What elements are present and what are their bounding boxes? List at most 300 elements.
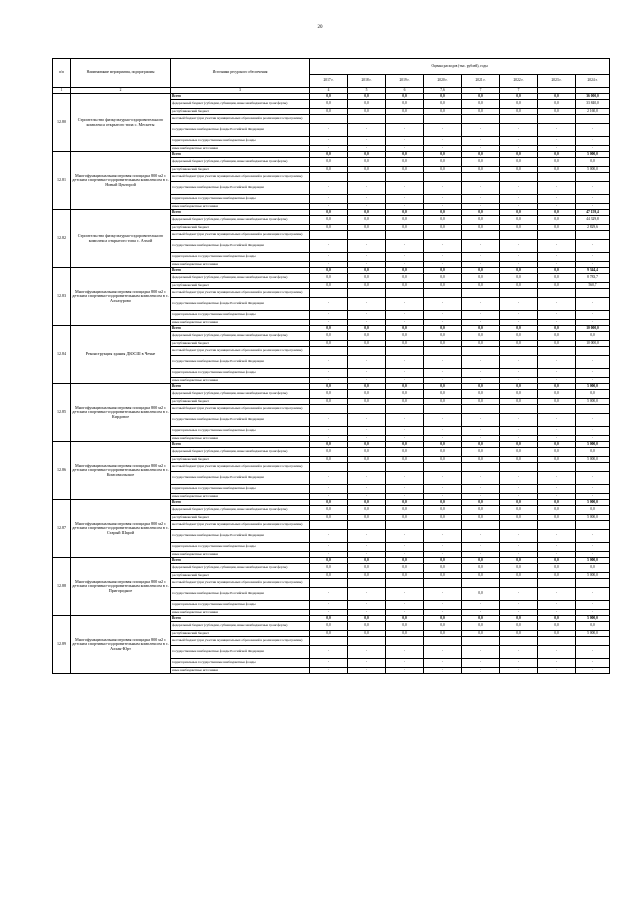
header-estimate: Оценка расходов (тыс. рублей), годы: [310, 59, 610, 75]
funding-source: территориальные государственные внебюджетные фонды: [171, 253, 310, 262]
amount-cell: 0,0: [310, 332, 348, 341]
amount-cell: -: [310, 414, 348, 427]
amount-cell: [424, 405, 462, 414]
amount-cell: 0,0: [310, 448, 348, 457]
amount-cell: -: [386, 668, 424, 674]
amount-cell: -: [500, 195, 538, 204]
header-name: Наименование мероприятия, подпрограммы: [71, 59, 171, 88]
amount-cell: [386, 463, 424, 472]
amount-cell: 0,0: [310, 274, 348, 283]
amount-cell: 0,0: [424, 564, 462, 573]
amount-cell: 0,0: [538, 558, 576, 564]
amount-cell: 0,0: [576, 622, 610, 631]
amount-cell: 0,0: [424, 506, 462, 515]
amount-cell: [386, 289, 424, 298]
amount-cell: [348, 347, 386, 356]
amount-cell: -: [538, 356, 576, 369]
amount-cell: -: [500, 543, 538, 552]
column-number: 4: [310, 88, 348, 94]
amount-cell: [310, 579, 348, 588]
amount-cell: 0,0: [462, 442, 500, 448]
amount-cell: -: [310, 378, 348, 384]
amount-cell: 0,0: [424, 573, 462, 579]
funding-source: федеральный бюджет (субсидии, субвенции, иные межбюджетные трансферты): [171, 564, 310, 573]
amount-cell: 47 159,4: [576, 210, 610, 216]
amount-cell: -: [462, 204, 500, 210]
amount-cell: 0,0: [424, 225, 462, 231]
amount-cell: -: [500, 552, 538, 558]
amount-cell: -: [348, 369, 386, 378]
amount-cell: -: [386, 472, 424, 485]
amount-cell: -: [462, 320, 500, 326]
amount-cell: [348, 231, 386, 240]
amount-cell: -: [348, 146, 386, 152]
amount-cell: 0,0: [500, 152, 538, 158]
amount-cell: -: [310, 356, 348, 369]
column-number: 7: [500, 88, 538, 94]
amount-cell: -: [386, 320, 424, 326]
amount-cell: 0,0: [538, 152, 576, 158]
amount-cell: -: [310, 472, 348, 485]
amount-cell: 0,0: [462, 515, 500, 521]
amount-cell: 0,0: [424, 500, 462, 506]
amount-cell: 0,0: [500, 341, 538, 347]
funding-source: иные внебюджетные источники: [171, 146, 310, 152]
amount-cell: 0,0: [310, 94, 348, 100]
funding-source: федеральный бюджет (субсидии, субвенции, иные межбюджетные трансферты): [171, 622, 310, 631]
amount-cell: -: [386, 262, 424, 268]
amount-cell: -: [576, 543, 610, 552]
amount-cell: -: [538, 543, 576, 552]
amount-cell: 0,0: [500, 506, 538, 515]
amount-cell: -: [386, 659, 424, 668]
amount-cell: -: [538, 240, 576, 253]
amount-cell: -: [310, 253, 348, 262]
funding-source: федеральный бюджет (субсидии, субвенции, иные межбюджетные трансферты): [171, 332, 310, 341]
item-code: 12.85: [53, 384, 71, 442]
amount-cell: [538, 289, 576, 298]
amount-cell: -: [500, 369, 538, 378]
amount-cell: 0,0: [500, 442, 538, 448]
amount-cell: 0,0: [500, 109, 538, 115]
amount-cell: -: [576, 204, 610, 210]
amount-cell: -: [500, 182, 538, 195]
amount-cell: 0,0: [424, 109, 462, 115]
amount-cell: -: [348, 240, 386, 253]
amount-cell: -: [500, 530, 538, 543]
amount-cell: -: [576, 427, 610, 436]
amount-cell: [424, 289, 462, 298]
amount-cell: [310, 347, 348, 356]
amount-cell: 0,0: [538, 384, 576, 390]
amount-cell: [462, 463, 500, 472]
amount-cell: -: [310, 530, 348, 543]
amount-cell: -: [386, 378, 424, 384]
amount-cell: -: [462, 436, 500, 442]
amount-cell: -: [424, 369, 462, 378]
amount-cell: -: [576, 146, 610, 152]
header-year: 2017 г.: [310, 75, 348, 88]
amount-cell: -: [500, 601, 538, 610]
amount-cell: 0,0: [310, 326, 348, 332]
budget-table: [52, 58, 610, 674]
header-num: п/п: [53, 59, 71, 88]
amount-cell: 0,0: [500, 573, 538, 579]
amount-cell: -: [576, 668, 610, 674]
funding-source: республиканский бюджет: [171, 399, 310, 405]
funding-source: территориальные государственные внебюджетные фонды: [171, 137, 310, 146]
funding-source: иные внебюджетные источники: [171, 494, 310, 500]
amount-cell: 0,0: [348, 283, 386, 289]
funding-source: иные внебюджетные источники: [171, 436, 310, 442]
column-number: 7: [462, 88, 500, 94]
amount-cell: 0,0: [386, 274, 424, 283]
funding-source: государственные внебюджетные фонды Российской Федерации: [171, 240, 310, 253]
amount-cell: 0,0: [424, 631, 462, 637]
amount-cell: 0,0: [500, 167, 538, 173]
amount-cell: -: [310, 485, 348, 494]
amount-cell: -: [462, 485, 500, 494]
amount-cell: 0,0: [500, 558, 538, 564]
amount-cell: -: [310, 369, 348, 378]
amount-cell: -: [462, 494, 500, 500]
amount-cell: 0,0: [310, 500, 348, 506]
funding-source: местный бюджет (при участии муниципальных образований в реализации госпрограммы): [171, 347, 310, 356]
amount-cell: -: [462, 253, 500, 262]
amount-cell: 0,0: [386, 573, 424, 579]
funding-source: территориальные государственные внебюджетные фонды: [171, 659, 310, 668]
amount-cell: -: [424, 137, 462, 146]
amount-cell: -: [500, 240, 538, 253]
amount-cell: 44 329,8: [576, 216, 610, 225]
amount-cell: [310, 231, 348, 240]
amount-cell: 0,0: [348, 326, 386, 332]
amount-cell: 0,0: [462, 622, 500, 631]
amount-cell: 0,0: [462, 564, 500, 573]
amount-cell: [500, 579, 538, 588]
amount-cell: -: [348, 414, 386, 427]
amount-cell: 0,0: [462, 448, 500, 457]
amount-cell: 0,0: [500, 94, 538, 100]
amount-cell: 0,0: [310, 622, 348, 631]
amount-cell: [576, 463, 610, 472]
amount-cell: [500, 115, 538, 124]
amount-cell: -: [424, 262, 462, 268]
amount-cell: 0,0: [348, 506, 386, 515]
amount-cell: 0,0: [348, 622, 386, 631]
amount-cell: -: [500, 436, 538, 442]
amount-cell: 0,0: [500, 631, 538, 637]
item-code: 12.87: [53, 500, 71, 558]
amount-cell: 5 000,0: [576, 500, 610, 506]
amount-cell: 0,0: [500, 268, 538, 274]
amount-cell: [424, 637, 462, 646]
amount-cell: [500, 405, 538, 414]
amount-cell: -: [500, 668, 538, 674]
amount-cell: 0,0: [310, 268, 348, 274]
amount-cell: -: [310, 588, 348, 601]
amount-cell: 0,0: [576, 448, 610, 457]
amount-cell: 0,0: [538, 442, 576, 448]
amount-cell: 0,0: [462, 341, 500, 347]
amount-cell: -: [310, 240, 348, 253]
amount-cell: 0,0: [500, 616, 538, 622]
amount-cell: 0,0: [462, 457, 500, 463]
funding-source: местный бюджет (при участии муниципальных образований в реализации госпрограммы): [171, 637, 310, 646]
amount-cell: 0,0: [538, 631, 576, 637]
amount-cell: -: [500, 253, 538, 262]
amount-cell: -: [576, 494, 610, 500]
amount-cell: -: [538, 124, 576, 137]
amount-cell: -: [538, 320, 576, 326]
amount-cell: -: [538, 610, 576, 616]
amount-cell: 0,0: [348, 390, 386, 399]
funding-source: государственные внебюджетные фонды Российской Федерации: [171, 588, 310, 601]
amount-cell: -: [348, 610, 386, 616]
column-number: 1: [53, 88, 71, 94]
amount-cell: [538, 173, 576, 182]
amount-cell: 0,0: [462, 326, 500, 332]
amount-cell: -: [386, 298, 424, 311]
amount-cell: -: [424, 195, 462, 204]
amount-cell: 0,0: [386, 500, 424, 506]
amount-cell: 0,0: [500, 210, 538, 216]
amount-cell: -: [424, 659, 462, 668]
amount-cell: -: [500, 588, 538, 601]
amount-cell: 0,0: [424, 100, 462, 109]
amount-cell: -: [348, 182, 386, 195]
amount-cell: 0,0: [386, 457, 424, 463]
amount-cell: [348, 637, 386, 646]
amount-cell: -: [386, 588, 424, 601]
funding-source: федеральный бюджет (субсидии, субвенции, иные межбюджетные трансферты): [171, 100, 310, 109]
amount-cell: -: [424, 182, 462, 195]
amount-cell: -: [538, 146, 576, 152]
amount-cell: 0,0: [348, 399, 386, 405]
amount-cell: [386, 115, 424, 124]
funding-source: Всего: [171, 558, 310, 564]
amount-cell: 0,0: [348, 225, 386, 231]
amount-cell: 0,0: [348, 100, 386, 109]
amount-cell: 0,0: [386, 631, 424, 637]
amount-cell: [576, 173, 610, 182]
amount-cell: -: [386, 182, 424, 195]
amount-cell: 0,0: [424, 326, 462, 332]
amount-cell: 0,0: [386, 564, 424, 573]
amount-cell: [348, 521, 386, 530]
amount-cell: 0,0: [462, 210, 500, 216]
amount-cell: [500, 637, 538, 646]
amount-cell: 0,0: [462, 225, 500, 231]
amount-cell: -: [500, 414, 538, 427]
amount-cell: 0,0: [538, 225, 576, 231]
amount-cell: [462, 637, 500, 646]
amount-cell: -: [310, 552, 348, 558]
amount-cell: 0,0: [348, 442, 386, 448]
item-name: Многофункциональная игровая площадка 800 м2 с детским спортивно-оздоровительным комплексом в с. Алхазурово: [71, 268, 171, 326]
amount-cell: 0,0: [424, 457, 462, 463]
amount-cell: 0,0: [310, 216, 348, 225]
amount-cell: 0,0: [348, 158, 386, 167]
amount-cell: 0,0: [462, 100, 500, 109]
amount-cell: 0,0: [538, 564, 576, 573]
amount-cell: -: [462, 668, 500, 674]
amount-cell: -: [386, 543, 424, 552]
amount-cell: [462, 289, 500, 298]
funding-source: иные внебюджетные источники: [171, 204, 310, 210]
amount-cell: -: [310, 320, 348, 326]
amount-cell: 0,0: [310, 158, 348, 167]
amount-cell: 0,0: [538, 506, 576, 515]
amount-cell: [576, 637, 610, 646]
amount-cell: 560,7: [576, 283, 610, 289]
header-source: Источники ресурсного обеспечения: [171, 59, 310, 88]
amount-cell: -: [576, 124, 610, 137]
column-number: 5: [348, 88, 386, 94]
amount-cell: -: [348, 646, 386, 659]
amount-cell: 0,0: [386, 210, 424, 216]
item-name: Многофункциональная игровая площадка 800 м2 с детским спортивно-оздоровительным комплексом в с. Алхан-Юрт: [71, 616, 171, 674]
amount-cell: 0,0: [310, 631, 348, 637]
amount-cell: -: [386, 240, 424, 253]
funding-source: территориальные государственные внебюджетные фонды: [171, 311, 310, 320]
funding-source: местный бюджет (при участии муниципальных образований в реализации госпрограммы): [171, 231, 310, 240]
amount-cell: 33 840,0: [576, 100, 610, 109]
amount-cell: -: [462, 137, 500, 146]
amount-cell: -: [538, 530, 576, 543]
amount-cell: [576, 579, 610, 588]
amount-cell: 0,0: [500, 399, 538, 405]
amount-cell: -: [576, 414, 610, 427]
amount-cell: 0,0: [576, 564, 610, 573]
amount-cell: 0,0: [538, 341, 576, 347]
funding-source: иные внебюджетные источники: [171, 610, 310, 616]
amount-cell: 0,0: [462, 268, 500, 274]
amount-cell: -: [500, 137, 538, 146]
amount-cell: -: [500, 356, 538, 369]
amount-cell: -: [538, 369, 576, 378]
column-number: 2: [71, 88, 171, 94]
funding-source: Всего: [171, 268, 310, 274]
amount-cell: 0,0: [424, 210, 462, 216]
amount-cell: 0,0: [386, 158, 424, 167]
amount-cell: -: [386, 436, 424, 442]
amount-cell: [386, 637, 424, 646]
amount-cell: -: [462, 195, 500, 204]
table-header: [53, 59, 610, 94]
amount-cell: -: [386, 369, 424, 378]
amount-cell: -: [576, 601, 610, 610]
amount-cell: 0,0: [538, 109, 576, 115]
amount-cell: 0,0: [462, 152, 500, 158]
amount-cell: -: [538, 195, 576, 204]
funding-source: федеральный бюджет (субсидии, субвенции, иные межбюджетные трансферты): [171, 274, 310, 283]
amount-cell: -: [462, 262, 500, 268]
amount-cell: 0,0: [462, 616, 500, 622]
amount-cell: 0,0: [538, 500, 576, 506]
amount-cell: 5 000,0: [576, 515, 610, 521]
amount-cell: [500, 463, 538, 472]
header-year: 2020 г.: [424, 75, 462, 88]
amount-cell: -: [576, 356, 610, 369]
funding-source: Всего: [171, 384, 310, 390]
amount-cell: 0,0: [500, 225, 538, 231]
item-code: 12.81: [53, 152, 71, 210]
amount-cell: -: [424, 552, 462, 558]
amount-cell: -: [310, 427, 348, 436]
amount-cell: 0,0: [310, 210, 348, 216]
amount-cell: 0,0: [386, 506, 424, 515]
amount-cell: -: [538, 485, 576, 494]
amount-cell: 0,0: [500, 457, 538, 463]
amount-cell: -: [424, 240, 462, 253]
amount-cell: [386, 347, 424, 356]
amount-cell: 0,0: [386, 399, 424, 405]
amount-cell: 0,0: [538, 616, 576, 622]
amount-cell: -: [424, 588, 462, 601]
amount-cell: [386, 579, 424, 588]
amount-cell: -: [386, 601, 424, 610]
amount-cell: -: [576, 588, 610, 601]
header-year: 2023 г.: [538, 75, 576, 88]
header-year: 2024 г.: [576, 75, 610, 88]
amount-cell: -: [348, 137, 386, 146]
amount-cell: 0,0: [386, 448, 424, 457]
amount-cell: 0,0: [462, 274, 500, 283]
amount-cell: 0,0: [538, 274, 576, 283]
amount-cell: -: [348, 356, 386, 369]
amount-cell: 0,0: [348, 558, 386, 564]
amount-cell: -: [310, 668, 348, 674]
amount-cell: 0,0: [386, 558, 424, 564]
funding-source: местный бюджет (при участии муниципальных образований в реализации госпрограммы): [171, 579, 310, 588]
amount-cell: 5 000,0: [576, 573, 610, 579]
amount-cell: -: [576, 485, 610, 494]
amount-cell: [386, 173, 424, 182]
amount-cell: 0,0: [500, 158, 538, 167]
amount-cell: -: [424, 610, 462, 616]
funding-source: Всего: [171, 94, 310, 100]
amount-cell: -: [462, 298, 500, 311]
amount-cell: 0,0: [500, 515, 538, 521]
amount-cell: -: [576, 182, 610, 195]
amount-cell: -: [538, 137, 576, 146]
amount-cell: -: [538, 472, 576, 485]
amount-cell: -: [538, 298, 576, 311]
amount-cell: [576, 347, 610, 356]
amount-cell: [424, 579, 462, 588]
funding-source: местный бюджет (при участии муниципальных образований в реализации госпрограммы): [171, 521, 310, 530]
amount-cell: 0,0: [424, 442, 462, 448]
funding-source: государственные внебюджетные фонды Российской Федерации: [171, 356, 310, 369]
amount-cell: -: [500, 298, 538, 311]
amount-cell: 0,0: [348, 94, 386, 100]
funding-source: местный бюджет (при участии муниципальных образований в реализации госпрограммы): [171, 115, 310, 124]
funding-source: территориальные государственные внебюджетные фонды: [171, 427, 310, 436]
amount-cell: 0,0: [386, 152, 424, 158]
amount-cell: [576, 289, 610, 298]
funding-source: иные внебюджетные источники: [171, 262, 310, 268]
amount-cell: -: [424, 472, 462, 485]
amount-cell: [386, 521, 424, 530]
amount-cell: 0,0: [348, 616, 386, 622]
amount-cell: 0,0: [386, 622, 424, 631]
amount-cell: -: [310, 601, 348, 610]
amount-cell: -: [348, 552, 386, 558]
amount-cell: [310, 463, 348, 472]
amount-cell: -: [462, 552, 500, 558]
amount-cell: -: [576, 240, 610, 253]
